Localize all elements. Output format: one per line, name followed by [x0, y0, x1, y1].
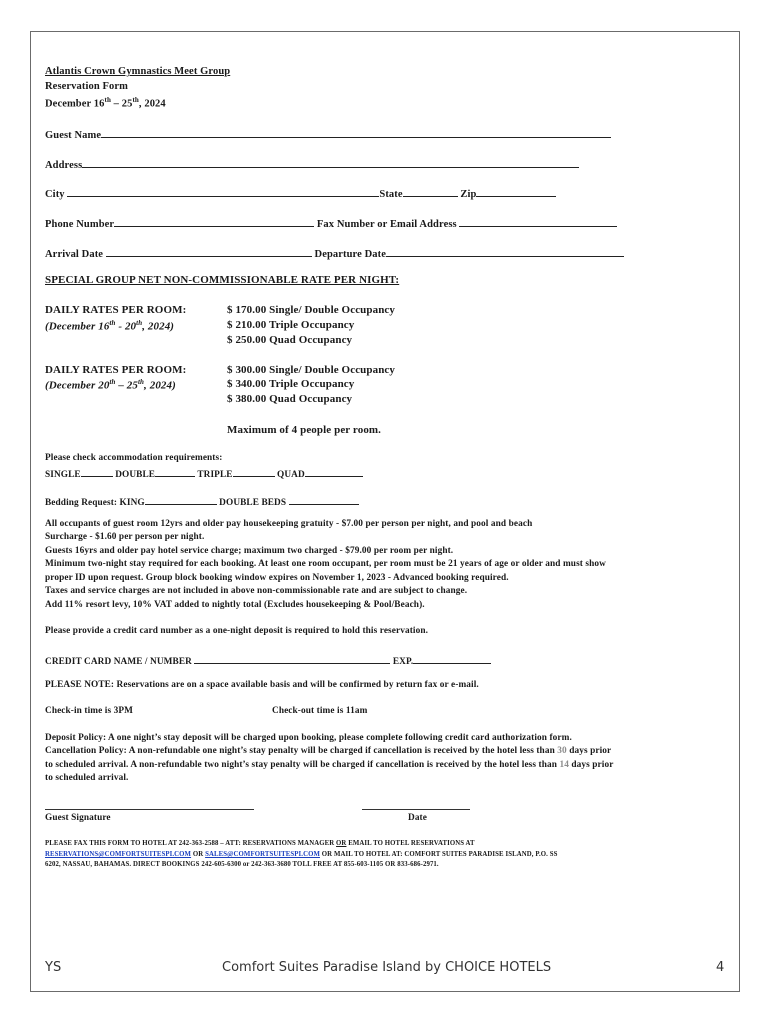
king-field[interactable]: [145, 493, 217, 505]
policy-line: Add 11% resort levy, 10% VAT added to nightly total (Excludes housekeeping & Pool/Beach).: [45, 600, 425, 610]
phone-fax-row: [45, 215, 617, 230]
fax-note-line-3: 6202, NASSAU, BAHAMAS. DIRECT BOOKINGS 242-605-6300 or 242-363-3680 TOLL FREE AT 855-603-1105 OR 833-686-2971.: [45, 861, 439, 868]
credit-card-row: CREDIT CARD NAME / NUMBER EXP.: [45, 652, 491, 667]
phone-field[interactable]: [114, 215, 314, 227]
departure-field[interactable]: [386, 245, 624, 257]
exp-field[interactable]: [413, 652, 491, 664]
rate-2-single-double: $ 300.00 Single/ Double Occupancy: [227, 364, 396, 376]
policy-line: proper ID upon request. Group block booking window expires on November 1, 2023 - Advanced booking required.: [45, 573, 509, 583]
guest-signature-label: Guest Signature: [45, 813, 111, 823]
arrival-label: Arrival Date: [45, 249, 104, 260]
departure-label: Departure Date: [314, 249, 387, 260]
please-note: PLEASE NOTE: Reservations are on a space available basis and will be confirmed by return fax or e-mail.: [45, 680, 479, 690]
guest-name-label: Guest Name: [45, 130, 102, 141]
form-subtitle: Reservation Form: [45, 81, 128, 92]
policy-line: Taxes and service charges are not included in above non-commissionable rate and are subject to change.: [45, 586, 468, 596]
max-people-note: Maximum of 4 people per room.: [227, 424, 382, 436]
address-label: Address: [45, 160, 83, 171]
accommodation-options: SINGLE DOUBLE TRIPLE QUAD: [45, 465, 363, 480]
fax-note-line-2: RESERVATIONS@COMFORTSUITESPI.COM OR SALES@COMFORTSUITESPI.COM OR MAIL TO HOTEL AT: COMFORT SUITES PARADISE ISLAND, P.O. SS: [45, 851, 558, 858]
zip-label: Zip: [460, 189, 477, 200]
rate-1-single-double: $ 170.00 Single/ Double Occupancy: [227, 304, 396, 316]
cancellation-line-1: Cancellation Policy: A non-refundable one night’s stay penalty will be charged if cancellation is received by the hotel less than 30 days prior: [45, 746, 612, 756]
rate-1-quad: $ 250.00 Quad Occupancy: [227, 334, 353, 346]
event-dates: December 16th – 25th, 2024: [45, 96, 166, 110]
address-field[interactable]: [82, 156, 579, 168]
arrival-departure-row: [45, 245, 624, 260]
bedding-request: Bedding Request: KING DOUBLE BEDS: [45, 493, 359, 508]
double-beds-field[interactable]: [289, 493, 359, 505]
sales-email-link[interactable]: SALES@COMFORTSUITESPI.COM: [205, 851, 320, 858]
double-checkbox[interactable]: [155, 465, 195, 477]
city-field[interactable]: [67, 185, 379, 197]
fax-email-field[interactable]: [459, 215, 617, 227]
page-border: [30, 31, 740, 992]
rate-2-triple: $ 340.00 Triple Occupancy: [227, 378, 355, 390]
date-label: Date: [408, 813, 427, 823]
fax-note-line-1: PLEASE FAX THIS FORM TO HOTEL AT 242-363-2588 – ATT: RESERVATIONS MANAGER OR EMAIL TO HOTEL RESERVATIONS AT: [45, 840, 475, 847]
date-field[interactable]: [362, 809, 470, 810]
city-label: City: [45, 189, 65, 200]
credit-card-request: Please provide a credit card number as a one-night deposit is required to hold this reservation.: [45, 626, 429, 636]
footer-initials: YS: [45, 960, 62, 975]
rate-block-1-label: DAILY RATES PER ROOM:: [45, 304, 187, 316]
special-rate-heading: SPECIAL GROUP NET NON-COMMISSIONABLE RATE PER NIGHT:: [45, 274, 400, 286]
zip-field[interactable]: [476, 185, 556, 197]
rate-1-triple: $ 210.00 Triple Occupancy: [227, 319, 355, 331]
guest-name-row: [45, 126, 611, 141]
guest-signature-field[interactable]: [45, 809, 254, 810]
policy-line: Surcharge - $1.60 per person per night.: [45, 532, 205, 542]
triple-checkbox[interactable]: [233, 465, 275, 477]
accommodation-intro: Please check accommodation requirements:: [45, 453, 223, 463]
page-number: 4: [716, 960, 725, 975]
policy-line: Minimum two-night stay required for each booking. At least one room occupant, per room must be 21 years of age or older and must show: [45, 559, 606, 569]
guest-name-field[interactable]: [101, 126, 611, 138]
state-field[interactable]: [403, 185, 458, 197]
rate-2-quad: $ 380.00 Quad Occupancy: [227, 393, 353, 405]
address-row: [45, 156, 579, 171]
cancellation-line-2: to scheduled arrival. A non-refundable two night’s stay penalty will be charged if cancellation is received by the hotel less than 14 days prior: [45, 760, 614, 770]
rate-block-1-period: (December 16th - 20th, 2024): [45, 319, 175, 333]
credit-card-field[interactable]: [194, 652, 390, 664]
state-label: State: [379, 189, 403, 200]
checkin-time: Check-in time is 3PM: [45, 706, 133, 716]
phone-label: Phone Number: [45, 219, 115, 230]
checkout-time: Check-out time is 11am: [272, 706, 368, 716]
fax-email-label: Fax Number or Email Address: [316, 219, 457, 230]
city-state-zip-row: [45, 185, 556, 200]
cancellation-line-3: to scheduled arrival.: [45, 773, 129, 783]
single-checkbox[interactable]: [81, 465, 113, 477]
policy-line: Guests 16yrs and older pay hotel service charge; maximum two charged - $79.00 per room per night.: [45, 546, 454, 556]
policy-line: All occupants of guest room 12yrs and older pay housekeeping gratuity - $7.00 per person per night, and pool and beach: [45, 519, 533, 529]
rate-block-2-period: (December 20th – 25th, 2024): [45, 378, 176, 392]
reservations-email-link[interactable]: RESERVATIONS@COMFORTSUITESPI.COM: [45, 851, 192, 858]
footer-hotel-name: Comfort Suites Paradise Island by CHOICE HOTELS: [222, 960, 552, 975]
form-title: Atlantis Crown Gymnastics Meet Group: [45, 66, 231, 77]
quad-checkbox[interactable]: [305, 465, 363, 477]
deposit-policy: Deposit Policy: A one night’s stay deposit will be charged upon booking, please complete following credit card authorization form.: [45, 733, 572, 743]
rate-block-2-label: DAILY RATES PER ROOM:: [45, 364, 187, 376]
arrival-field[interactable]: [106, 245, 312, 257]
